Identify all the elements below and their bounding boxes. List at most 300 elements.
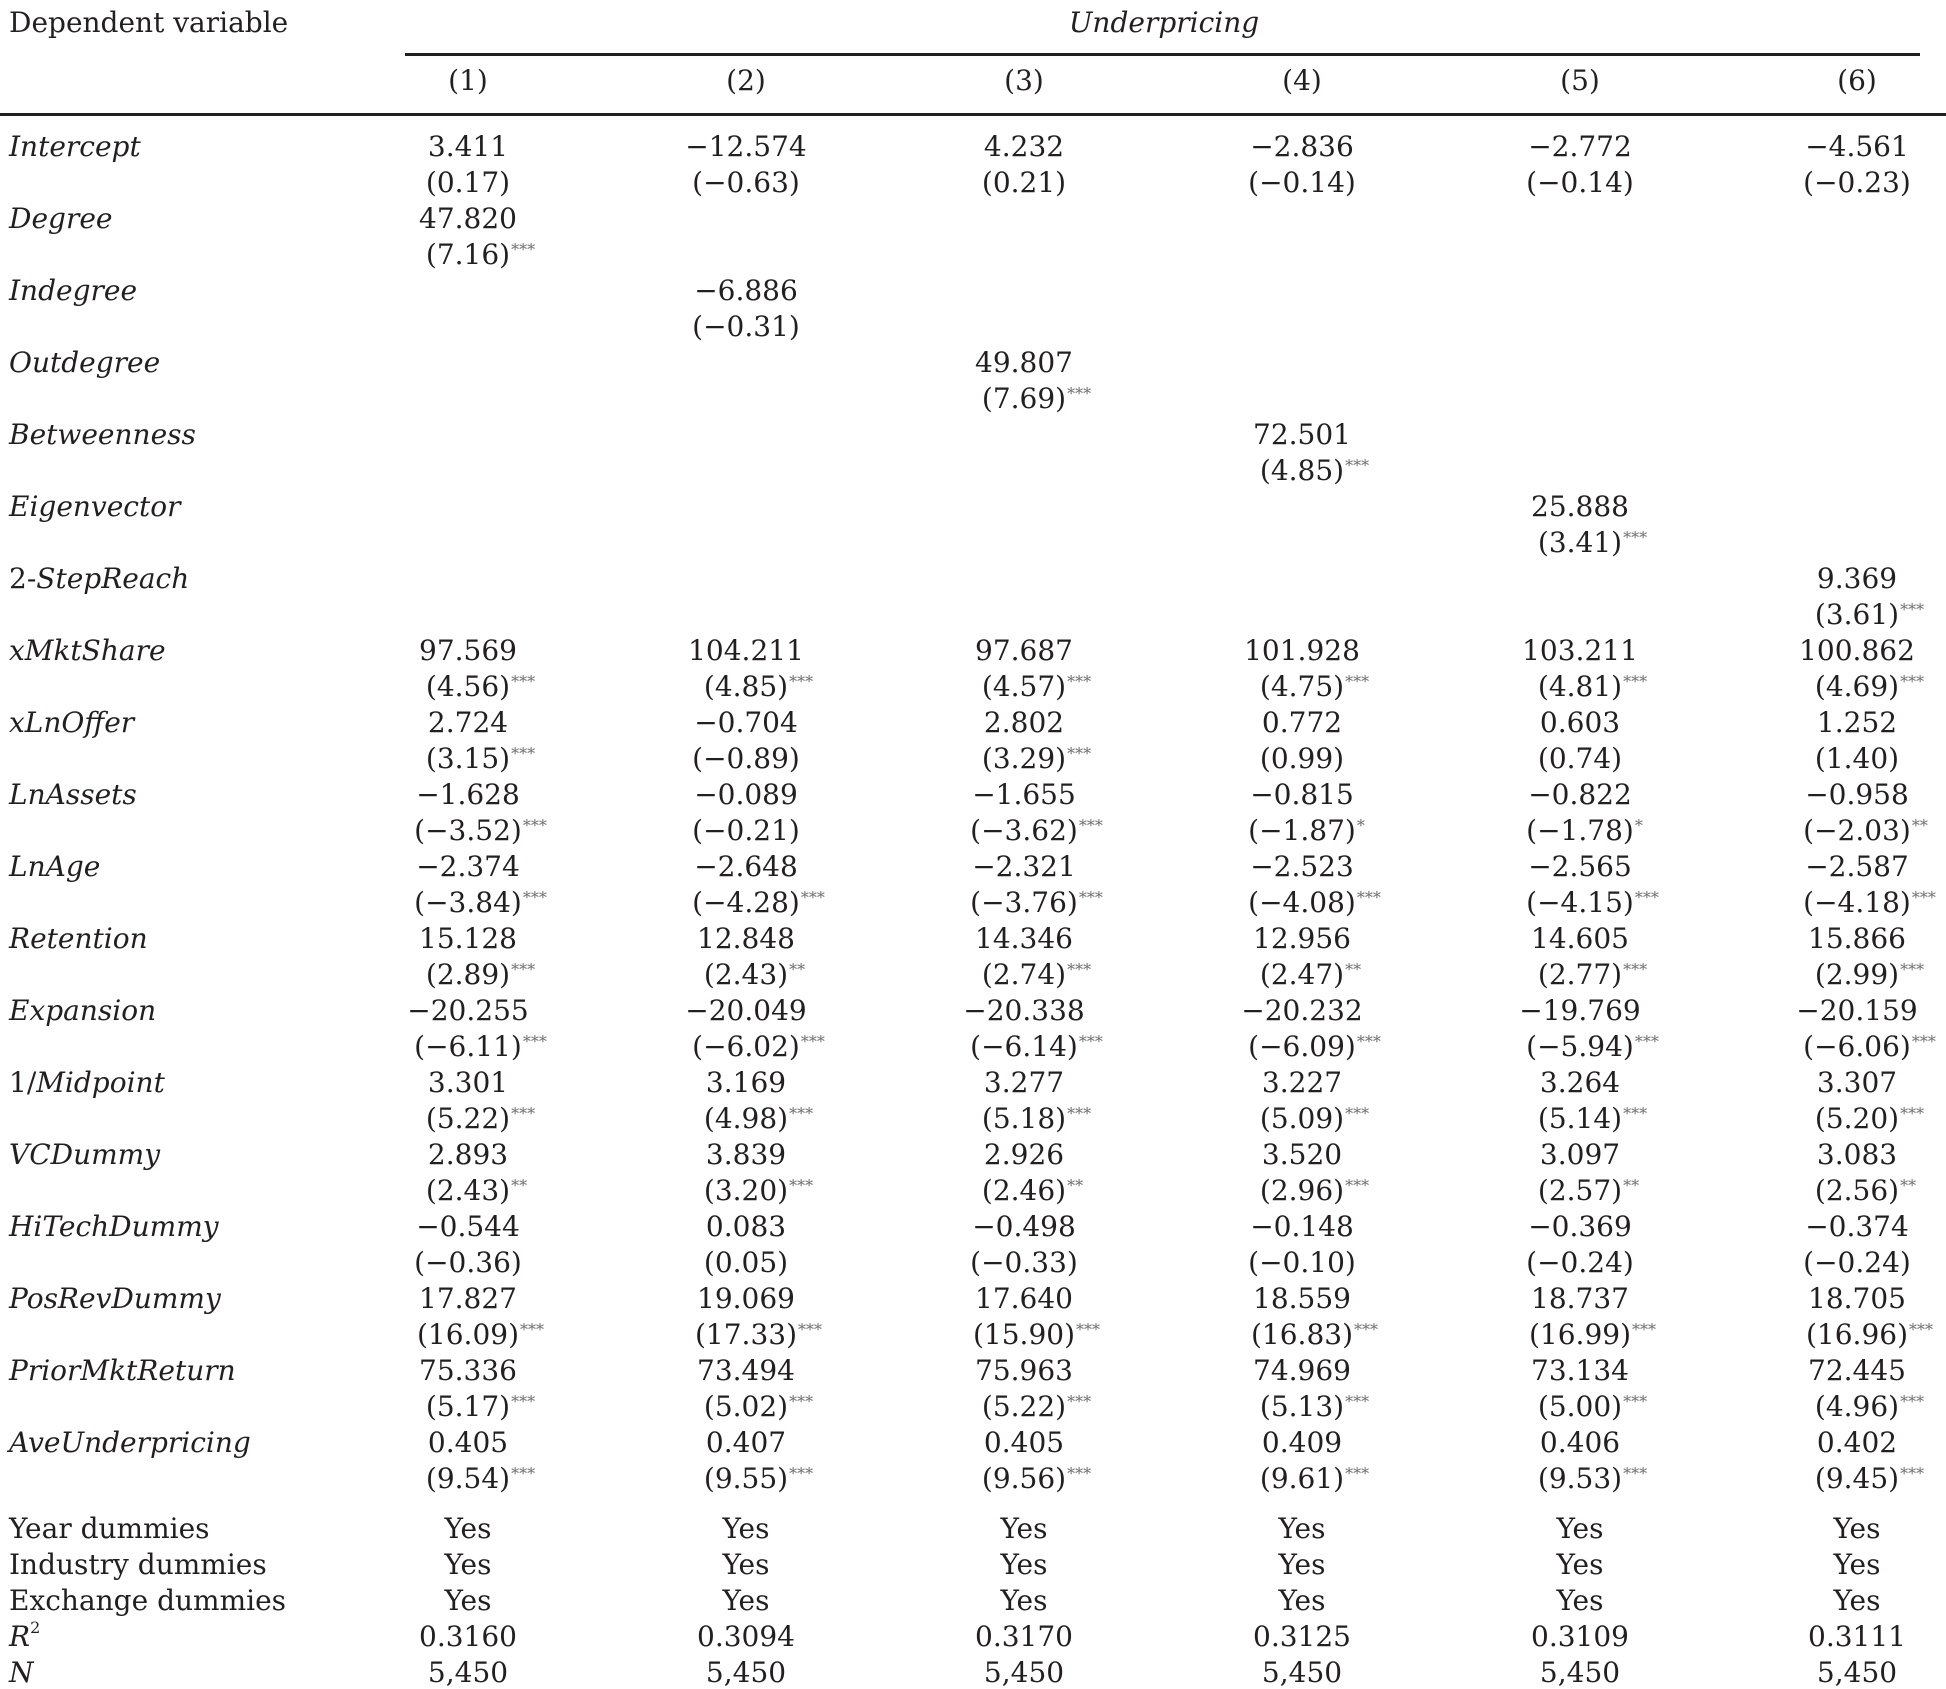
t-statistic <box>981 1390 1092 1423</box>
coefficient-value: 18.737 <box>1531 1282 1629 1315</box>
coefficient-value: 3.277 <box>983 1066 1065 1099</box>
t-statistic <box>981 742 1092 775</box>
summary-value: Yes <box>1556 1584 1604 1617</box>
summary-row-label-text: R <box>9 1620 31 1653</box>
t-statistic-value: (2.57) <box>1537 1174 1623 1207</box>
summary-value: Yes <box>1278 1584 1326 1617</box>
significance-stars: * <box>1356 816 1365 835</box>
significance-stars: ** <box>1911 816 1928 835</box>
coefficient-value: 0.406 <box>1539 1426 1621 1459</box>
significance-stars: *** <box>1911 888 1936 907</box>
t-statistic-value: (5.14) <box>1537 1102 1623 1135</box>
coefficient-value: 2.802 <box>983 706 1065 739</box>
t-statistic <box>1250 1318 1379 1351</box>
coefficient-value: 17.640 <box>975 1282 1073 1315</box>
summary-row-label <box>9 1584 286 1617</box>
coefficient-value: −0.815 <box>1250 778 1354 811</box>
summary-value: 5,450 <box>1539 1656 1621 1689</box>
coefficient-value: −0.822 <box>1528 778 1632 811</box>
t-statistic <box>1814 1390 1925 1423</box>
t-statistic <box>1803 814 1928 847</box>
t-statistic <box>972 1318 1101 1351</box>
significance-stars: ** <box>789 960 806 979</box>
t-statistic-value: (−4.08) <box>1248 886 1356 919</box>
t-statistic <box>1803 166 1911 199</box>
significance-stars: *** <box>1911 1032 1936 1051</box>
t-statistic <box>703 958 806 991</box>
coefficient-value: 49.807 <box>975 346 1073 379</box>
row-label: Eigenvector <box>9 490 181 523</box>
column-number: (1) <box>448 64 488 97</box>
significance-stars: *** <box>511 1104 536 1123</box>
significance-stars: *** <box>1900 672 1925 691</box>
significance-stars: *** <box>1356 1032 1381 1051</box>
coefficient-value: 104.211 <box>688 634 804 667</box>
coefficient-value: 3.264 <box>1539 1066 1621 1099</box>
summary-value: Yes <box>1833 1548 1881 1581</box>
significance-stars: *** <box>522 816 547 835</box>
t-statistic <box>425 1102 536 1135</box>
t-statistic <box>692 166 800 199</box>
t-statistic-value: (−0.24) <box>1803 1246 1911 1279</box>
coefficient-value: −20.232 <box>1241 994 1363 1027</box>
row-label: xMktShare <box>9 634 166 667</box>
significance-stars: *** <box>798 1320 823 1339</box>
summary-value: Yes <box>444 1548 492 1581</box>
coefficient-value: −2.587 <box>1805 850 1909 883</box>
t-statistic-value: (5.18) <box>981 1102 1067 1135</box>
summary-value: 5,450 <box>705 1656 787 1689</box>
summary-value: Yes <box>1833 1584 1881 1617</box>
coefficient-value: 3.097 <box>1539 1138 1621 1171</box>
t-statistic-value: (−4.18) <box>1803 886 1911 919</box>
t-statistic-value: (5.20) <box>1814 1102 1900 1135</box>
summary-row-label <box>9 1548 267 1581</box>
t-statistic <box>1814 1102 1925 1135</box>
dependent-variable-name: Underpricing <box>1068 6 1260 39</box>
t-statistic <box>1803 886 1936 919</box>
significance-stars: *** <box>1078 816 1103 835</box>
row-label-prefix: 2- <box>9 562 37 595</box>
significance-stars: *** <box>1623 1104 1648 1123</box>
t-statistic <box>1537 1102 1648 1135</box>
t-statistic-value: (3.41) <box>1537 526 1623 559</box>
coefficient-value: 3.083 <box>1816 1138 1898 1171</box>
t-statistic-value: (9.56) <box>981 1462 1067 1495</box>
significance-stars: *** <box>789 1176 814 1195</box>
t-statistic-value: (4.57) <box>981 670 1067 703</box>
coefficient-value: 3.520 <box>1261 1138 1343 1171</box>
t-statistic-value: (−4.28) <box>692 886 800 919</box>
coefficient-value: −20.159 <box>1796 994 1918 1027</box>
superscript: 2 <box>30 1618 41 1637</box>
significance-stars: *** <box>1067 1104 1092 1123</box>
t-statistic <box>1526 886 1659 919</box>
t-statistic <box>1537 670 1648 703</box>
summary-value: 0.3094 <box>697 1620 795 1653</box>
summary-value: Yes <box>1556 1512 1604 1545</box>
significance-stars: *** <box>1067 384 1092 403</box>
summary-value: Yes <box>1278 1548 1326 1581</box>
t-statistic <box>1528 1318 1657 1351</box>
coefficient-value: −2.772 <box>1528 130 1632 163</box>
summary-value: Yes <box>1278 1512 1326 1545</box>
significance-stars: *** <box>1900 1104 1925 1123</box>
t-statistic-value: (2.43) <box>703 958 789 991</box>
summary-value: 5,450 <box>427 1656 509 1689</box>
coefficient-value: −2.523 <box>1250 850 1354 883</box>
t-statistic <box>981 1174 1084 1207</box>
coefficient-value: 0.405 <box>427 1426 509 1459</box>
coefficient-value: 75.336 <box>419 1354 517 1387</box>
row-label: PosRevDummy <box>9 1282 221 1315</box>
coefficient-value: 2.724 <box>427 706 509 739</box>
coefficient-value: 0.409 <box>1261 1426 1343 1459</box>
t-statistic <box>1537 958 1648 991</box>
significance-stars: *** <box>1345 672 1370 691</box>
t-statistic-value: (−6.14) <box>970 1030 1078 1063</box>
t-statistic-value: (2.96) <box>1259 1174 1345 1207</box>
coefficient-value: 12.848 <box>697 922 795 955</box>
t-statistic-value: (3.61) <box>1814 598 1900 631</box>
significance-stars: *** <box>1078 888 1103 907</box>
significance-stars: *** <box>1354 1320 1379 1339</box>
coefficient-value: 0.402 <box>1816 1426 1898 1459</box>
coefficient-value: 0.083 <box>705 1210 787 1243</box>
t-statistic-value: (2.77) <box>1537 958 1623 991</box>
t-statistic-value: (0.05) <box>703 1246 789 1279</box>
t-statistic <box>1259 958 1362 991</box>
coefficient-value: 0.772 <box>1261 706 1343 739</box>
t-statistic-value: (−0.24) <box>1526 1246 1634 1279</box>
summary-row-label <box>9 1656 34 1689</box>
row-label: xLnOffer <box>9 706 135 739</box>
coefficient-value: −0.374 <box>1805 1210 1909 1243</box>
coefficient-value: 101.928 <box>1244 634 1360 667</box>
t-statistic <box>414 1246 522 1279</box>
t-statistic <box>1259 1174 1370 1207</box>
t-statistic <box>1259 1102 1370 1135</box>
coefficient-value: −12.574 <box>685 130 807 163</box>
coefficient-value: −19.769 <box>1519 994 1641 1027</box>
significance-stars: *** <box>1067 744 1092 763</box>
significance-stars: *** <box>511 240 536 259</box>
t-statistic-value: (16.83) <box>1250 1318 1354 1351</box>
t-statistic <box>425 742 536 775</box>
t-statistic <box>1526 814 1643 847</box>
coefficient-value: −0.704 <box>694 706 798 739</box>
column-number: (4) <box>1282 64 1322 97</box>
t-statistic <box>1537 1462 1648 1495</box>
t-statistic <box>1526 1030 1659 1063</box>
coefficient-value: −2.374 <box>416 850 520 883</box>
row-label: LnAge <box>9 850 101 883</box>
coefficient-value: −2.648 <box>694 850 798 883</box>
summary-value: 0.3160 <box>419 1620 517 1653</box>
row-label: Indegree <box>9 274 138 307</box>
t-statistic <box>981 958 1092 991</box>
t-statistic <box>1259 1390 1370 1423</box>
summary-value: Yes <box>1000 1512 1048 1545</box>
t-statistic-value: (5.17) <box>425 1390 511 1423</box>
coefficient-value: 74.969 <box>1253 1354 1351 1387</box>
t-statistic <box>414 814 547 847</box>
t-statistic <box>1248 1030 1381 1063</box>
significance-stars: *** <box>1623 528 1648 547</box>
coefficient-value: 14.346 <box>975 922 1073 955</box>
t-statistic <box>414 1030 547 1063</box>
coefficient-value: 97.687 <box>975 634 1073 667</box>
coefficient-value: 103.211 <box>1522 634 1638 667</box>
summary-value: Yes <box>722 1584 770 1617</box>
significance-stars: *** <box>1078 1032 1103 1051</box>
t-statistic <box>425 1390 536 1423</box>
coefficient-value: 72.445 <box>1808 1354 1906 1387</box>
t-statistic-value: (−6.02) <box>692 1030 800 1063</box>
t-statistic <box>1538 742 1622 775</box>
coefficient-value: 75.963 <box>975 1354 1073 1387</box>
significance-stars: *** <box>1067 1392 1092 1411</box>
t-statistic-value: (−2.03) <box>1803 814 1911 847</box>
t-statistic-value: (−0.36) <box>414 1246 522 1279</box>
column-number: (2) <box>726 64 766 97</box>
significance-stars: ** <box>1900 1176 1917 1195</box>
t-statistic <box>703 670 814 703</box>
t-statistic <box>703 1462 814 1495</box>
summary-value: Yes <box>1833 1512 1881 1545</box>
t-statistic-value: (−0.10) <box>1248 1246 1356 1279</box>
significance-stars: *** <box>1345 1176 1370 1195</box>
significance-stars: ** <box>1067 1176 1084 1195</box>
row-label: Outdegree <box>9 346 161 379</box>
t-statistic-value: (3.15) <box>425 742 511 775</box>
significance-stars: *** <box>1900 960 1925 979</box>
column-number: (3) <box>1004 64 1044 97</box>
coefficient-value: −0.544 <box>416 1210 520 1243</box>
t-statistic-value: (−4.15) <box>1526 886 1634 919</box>
summary-value: 5,450 <box>1816 1656 1898 1689</box>
coefficient-value: −2.321 <box>972 850 1076 883</box>
t-statistic-value: (3.20) <box>703 1174 789 1207</box>
coefficient-value: −1.628 <box>416 778 520 811</box>
row-label-text: Midpoint <box>36 1066 165 1099</box>
significance-stars: *** <box>511 744 536 763</box>
significance-stars: *** <box>1356 888 1381 907</box>
t-statistic <box>1815 742 1899 775</box>
t-statistic-value: (0.21) <box>981 166 1067 199</box>
t-statistic-value: (−0.33) <box>970 1246 1078 1279</box>
t-statistic <box>425 238 536 271</box>
coefficient-value: 0.407 <box>705 1426 787 1459</box>
t-statistic <box>692 742 800 775</box>
t-statistic <box>981 670 1092 703</box>
t-statistic-value: (2.43) <box>425 1174 511 1207</box>
t-statistic-value: (4.75) <box>1259 670 1345 703</box>
coefficient-value: 2.926 <box>983 1138 1065 1171</box>
summary-value: 0.3125 <box>1253 1620 1351 1653</box>
significance-stars: *** <box>1909 1320 1934 1339</box>
t-statistic <box>414 886 547 919</box>
t-statistic <box>1537 1174 1640 1207</box>
significance-stars: *** <box>1900 1392 1925 1411</box>
row-label: PriorMktReturn <box>9 1354 236 1387</box>
coefficient-value: 12.956 <box>1253 922 1351 955</box>
significance-stars: *** <box>1067 1464 1092 1483</box>
t-statistic-value: (−6.09) <box>1248 1030 1356 1063</box>
coefficient-value: −0.089 <box>694 778 798 811</box>
row-label <box>9 1066 165 1099</box>
t-statistic-value: (−0.21) <box>692 814 800 847</box>
t-statistic-value: (−3.76) <box>970 886 1078 919</box>
t-statistic <box>1803 1246 1911 1279</box>
significance-stars: *** <box>1623 1464 1648 1483</box>
significance-stars: *** <box>1076 1320 1101 1339</box>
significance-stars: ** <box>1623 1176 1640 1195</box>
significance-stars: *** <box>1067 672 1092 691</box>
coefficient-value: 73.494 <box>697 1354 795 1387</box>
summary-row-label <box>9 1620 40 1653</box>
coefficient-value: 73.134 <box>1531 1354 1629 1387</box>
dependent-variable-label: Dependent variable <box>9 6 289 39</box>
t-statistic <box>704 1246 788 1279</box>
t-statistic-value: (5.02) <box>703 1390 789 1423</box>
t-statistic <box>1259 670 1370 703</box>
t-statistic-value: (−6.11) <box>414 1030 522 1063</box>
coefficient-value: 17.827 <box>419 1282 517 1315</box>
t-statistic-value: (4.96) <box>1814 1390 1900 1423</box>
significance-stars: *** <box>1634 888 1659 907</box>
significance-stars: *** <box>789 1392 814 1411</box>
t-statistic <box>1537 1390 1648 1423</box>
row-label: Degree <box>9 202 113 235</box>
t-statistic <box>416 1318 545 1351</box>
header-rule <box>405 53 1920 56</box>
t-statistic-value: (−0.31) <box>692 310 800 343</box>
coefficient-value: 3.169 <box>705 1066 787 1099</box>
t-statistic <box>970 1246 1078 1279</box>
t-statistic <box>981 1462 1092 1495</box>
t-statistic <box>425 670 536 703</box>
t-statistic-value: (2.99) <box>1814 958 1900 991</box>
t-statistic-value: (2.89) <box>425 958 511 991</box>
significance-stars: *** <box>1632 1320 1657 1339</box>
t-statistic-value: (4.85) <box>703 670 789 703</box>
coefficient-value: 19.069 <box>697 1282 795 1315</box>
t-statistic-value: (7.69) <box>981 382 1067 415</box>
header-bottom-rule <box>0 113 1946 116</box>
row-label: AveUnderpricing <box>9 1426 251 1459</box>
coefficient-value: 4.232 <box>983 130 1065 163</box>
t-statistic <box>970 814 1103 847</box>
t-statistic <box>1526 166 1634 199</box>
coefficient-value: 100.862 <box>1799 634 1915 667</box>
row-label: Betweenness <box>9 418 196 451</box>
summary-value: 0.3170 <box>975 1620 1073 1653</box>
t-statistic-value: (4.56) <box>425 670 511 703</box>
significance-stars: *** <box>522 1032 547 1051</box>
t-statistic <box>425 1174 528 1207</box>
summary-row-label <box>9 1512 210 1545</box>
coefficient-value: 15.128 <box>419 922 517 955</box>
t-statistic-value: (−0.89) <box>692 742 800 775</box>
t-statistic <box>970 886 1103 919</box>
summary-row-label-text: Industry dummies <box>9 1548 267 1581</box>
t-statistic <box>1248 1246 1356 1279</box>
t-statistic <box>1248 166 1356 199</box>
t-statistic <box>1814 1462 1925 1495</box>
t-statistic-value: (−6.06) <box>1803 1030 1911 1063</box>
t-statistic-value: (1.40) <box>1814 742 1900 775</box>
column-number: (6) <box>1837 64 1877 97</box>
coefficient-value: 3.227 <box>1261 1066 1343 1099</box>
t-statistic-value: (16.09) <box>416 1318 520 1351</box>
row-label: Retention <box>9 922 148 955</box>
t-statistic-value: (4.85) <box>1259 454 1345 487</box>
row-label: HiTechDummy <box>9 1210 219 1243</box>
coefficient-value: 0.603 <box>1539 706 1621 739</box>
significance-stars: *** <box>520 1320 545 1339</box>
row-label: LnAssets <box>9 778 137 811</box>
t-statistic-value: (2.46) <box>981 1174 1067 1207</box>
significance-stars: *** <box>1345 1104 1370 1123</box>
column-number: (5) <box>1560 64 1600 97</box>
coefficient-value: 3.839 <box>705 1138 787 1171</box>
significance-stars: ** <box>1345 960 1362 979</box>
summary-value: Yes <box>1000 1548 1048 1581</box>
significance-stars: ** <box>511 1176 528 1195</box>
significance-stars: *** <box>1345 456 1370 475</box>
t-statistic-value: (0.99) <box>1259 742 1345 775</box>
significance-stars: *** <box>1067 960 1092 979</box>
coefficient-value: −0.958 <box>1805 778 1909 811</box>
coefficient-value: 3.411 <box>427 130 509 163</box>
t-statistic-value: (−1.87) <box>1248 814 1356 847</box>
t-statistic <box>982 166 1066 199</box>
t-statistic-value: (9.55) <box>703 1462 789 1495</box>
significance-stars: * <box>1634 816 1643 835</box>
t-statistic-value: (7.16) <box>425 238 511 271</box>
t-statistic-value: (−3.62) <box>970 814 1078 847</box>
t-statistic-value: (−3.84) <box>414 886 522 919</box>
t-statistic <box>703 1102 814 1135</box>
coefficient-value: 14.605 <box>1531 922 1629 955</box>
t-statistic-value: (5.22) <box>981 1390 1067 1423</box>
coefficient-value: 3.307 <box>1816 1066 1898 1099</box>
coefficient-value: −1.655 <box>972 778 1076 811</box>
significance-stars: *** <box>1345 1392 1370 1411</box>
t-statistic <box>1248 886 1381 919</box>
coefficient-value: −6.886 <box>694 274 798 307</box>
significance-stars: *** <box>800 888 825 907</box>
coefficient-value: 72.501 <box>1253 418 1351 451</box>
summary-value: Yes <box>722 1512 770 1545</box>
coefficient-value: 9.369 <box>1816 562 1898 595</box>
t-statistic-value: (0.17) <box>425 166 511 199</box>
t-statistic-value: (17.33) <box>694 1318 798 1351</box>
coefficient-value: −20.049 <box>685 994 807 1027</box>
significance-stars: *** <box>789 672 814 691</box>
t-statistic-value: (9.61) <box>1259 1462 1345 1495</box>
coefficient-value: 2.893 <box>427 1138 509 1171</box>
t-statistic-value: (5.22) <box>425 1102 511 1135</box>
significance-stars: *** <box>522 888 547 907</box>
row-label: Expansion <box>9 994 157 1027</box>
t-statistic <box>426 166 510 199</box>
t-statistic <box>703 1390 814 1423</box>
significance-stars: *** <box>1623 1392 1648 1411</box>
t-statistic <box>1259 1462 1370 1495</box>
t-statistic <box>1814 670 1925 703</box>
